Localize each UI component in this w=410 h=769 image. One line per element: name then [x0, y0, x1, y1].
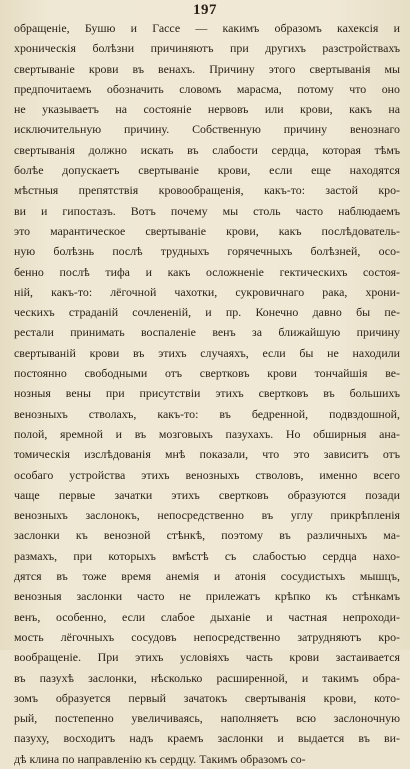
- text-line: венозныхъ заслонокъ, непосредственно въ углу прикрѣпленія: [14, 508, 400, 523]
- page-number: 197: [193, 2, 217, 18]
- body-text: [14, 18, 400, 769]
- text-line: томическія изслѣдованія мнѣ показали, что это зависитъ отъ: [14, 447, 400, 462]
- text-line: вообращеніе. При этихъ условіяхъ часть крови застаивается: [14, 650, 400, 665]
- text-line: свертываній крови въ этихъ случаяхъ, если бы не находили: [14, 345, 400, 360]
- text-line: ческихъ страданій сочлененій, и пр. Конечно давно бы пе-: [14, 305, 400, 320]
- text-line: полой, яремной и въ мозговыхъ пазухахъ. Но обширныя ана-: [14, 426, 400, 441]
- text-line: нозныя вены при присутствіи этихъ свертковъ въ большихъ: [14, 386, 400, 401]
- text-line: болѣе допускаетъ свертываніе крови, если еще находятся: [14, 163, 400, 178]
- text-line: венозныя заслонки часто не прилежатъ крѣпко къ стѣнкамъ: [14, 589, 400, 604]
- text-line: постоянно свободными отъ свертковъ крови тончайшія ве-: [14, 366, 400, 381]
- text-line: заслонки къ венозной стѣнкѣ, поэтому въ различныхъ ма-: [14, 528, 400, 543]
- text-line: мѣстныя препятствія кровообращенія, какъ-то: застой кро-: [14, 183, 400, 198]
- text-line: чаще первые зачатки этихъ свертковъ образуются позади: [14, 487, 400, 502]
- text-line: рый, постепенно увеличиваясь, наполняетъ всю заслоночную: [14, 711, 400, 726]
- text-line: ную болѣзнь послѣ трудныхъ горячечныхъ болѣзней, осо-: [14, 244, 400, 259]
- text-line: пазуху, восходитъ надъ краемъ заслонки и выдается въ ви-: [14, 731, 400, 746]
- text-line: свертываніе крови въ венахъ. Причину этого свертыванія мы: [14, 61, 400, 76]
- text-line: дятся въ тоже время анемія и атонія сосудистыхъ мышцъ,: [14, 569, 400, 584]
- text-line: въ пазухѣ заслонки, нѣсколько расширенной, и такимъ обра-: [14, 670, 400, 685]
- text-line: это марантическое свертываніе крови, какъ послѣдователь-: [14, 223, 400, 238]
- text-line: зомъ образуется первый зачатокъ свертыванія крови, кото-: [14, 690, 400, 705]
- text-line: не указываетъ на состояніе нервовъ или крови, какъ на: [14, 102, 400, 117]
- text-line: бенно послѣ тифа и какъ осложненіе гектическихъ состоя-: [14, 264, 400, 279]
- text-line: исключительную причину. Собственную причину венознаго: [14, 122, 400, 137]
- text-line: предпочитаемъ обозначить словомъ марасма, потому что оно: [14, 81, 400, 96]
- text-line: ви и гипостазъ. Вотъ почему мы столь часто наблюдаемъ: [14, 203, 400, 218]
- text-line: венозныхъ стволахъ, какъ-то: въ бедренной, подвздошной,: [14, 406, 400, 421]
- text-line: обращеніе, Бушю и Гассе — какимъ образомъ кахексія и: [14, 21, 400, 35]
- text-line: размахъ, при которыхъ вмѣстѣ съ слабостью сердца нахо-: [14, 548, 400, 563]
- text-line: мость лёгочныхъ сосудовъ непосредственно затрудняютъ кро-: [14, 629, 400, 644]
- text-line: свертыванія должно искать въ слабости сердца, которая тѣмъ: [14, 142, 400, 157]
- text-line: рестали принимать воспаленіе венъ за ближайшую причину: [14, 325, 400, 340]
- text-line: ній, какъ-то: лёгочной чахотки, сукровичнаго рака, хрони-: [14, 284, 400, 299]
- text-line: хроническія болѣзни причиняютъ при другихъ разстройствахъ: [14, 41, 400, 56]
- text-line: дѣ клина по направленію къ сердцу. Такимъ образомъ со-: [14, 751, 306, 766]
- text-line: венъ, особенно, если слабое дыханіе и частная непроходи-: [14, 609, 400, 624]
- text-line: особаго устройства этихъ венозныхъ стволовъ, именно всего: [14, 467, 400, 482]
